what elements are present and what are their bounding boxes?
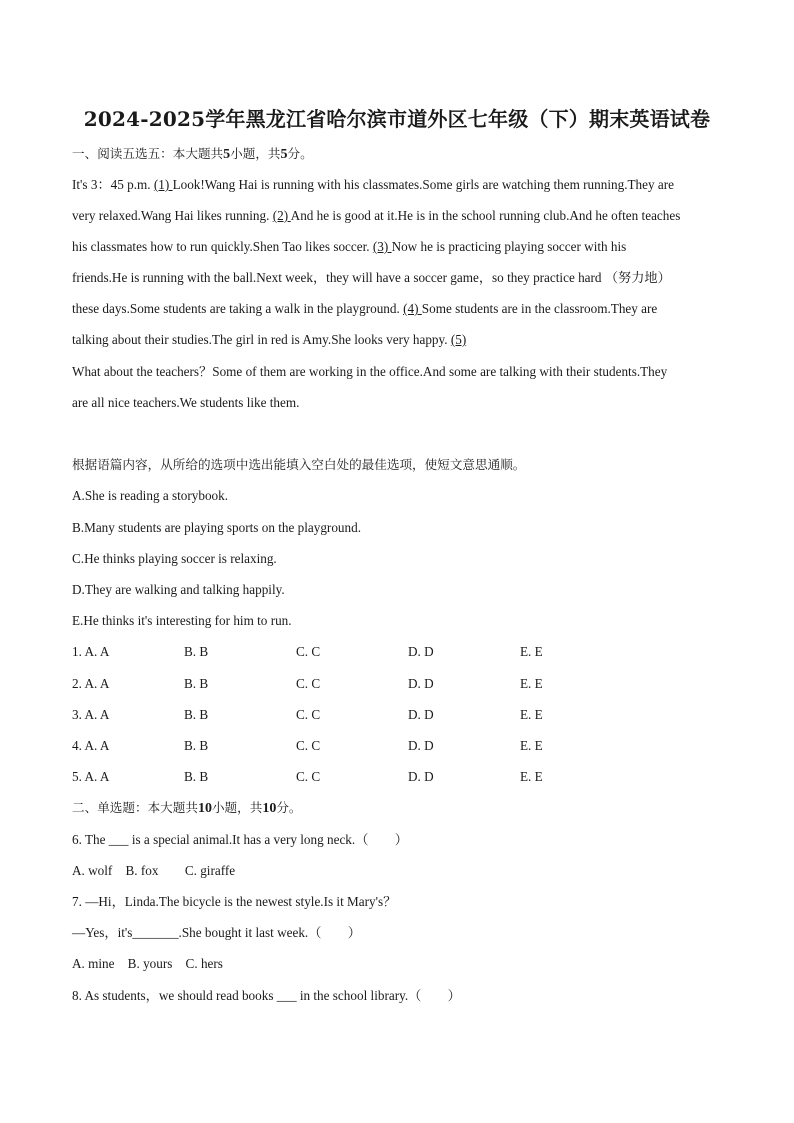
choice-e: E.He thinks it's interesting for him to run. [72, 613, 292, 628]
question-3-option-c[interactable]: C. C [296, 707, 321, 722]
choice-c: C.He thinks playing soccer is relaxing. [72, 551, 277, 566]
section1-heading-text: 一、阅读五选五：本大题共 [72, 146, 224, 161]
section1-heading-text-2: 小题，共 [230, 146, 281, 161]
passage-line-4 [72, 269, 671, 287]
question-2-option-d[interactable]: D. D [408, 676, 434, 691]
question-4-option-b[interactable]: B. B [184, 738, 209, 753]
choice-a: A.She is reading a storybook. [72, 488, 229, 503]
question-4-option-d[interactable]: D. D [408, 738, 434, 753]
question-3-option-d[interactable]: D. D [408, 707, 434, 722]
question-5-option-e[interactable]: E. E [520, 769, 543, 784]
passage-text: And he is good at it.He is in the school running club.And he often teaches [290, 208, 681, 223]
passage-text: What about the teachers？Some of them are working in the office.And some are talking with their students.They [72, 364, 668, 379]
passage-text: these days.Some students are taking a walk in the playground. [72, 301, 404, 316]
question-1-option-b[interactable]: B. B [184, 644, 209, 659]
passage-text: talking about their studies.The girl in red is Amy.She looks very happy. [72, 332, 451, 347]
passage-text: very relaxed.Wang Hai likes running. [72, 208, 273, 223]
blank-5: (5) [450, 332, 467, 347]
section1-heading [72, 145, 313, 164]
question-7: 7. —Hi，Linda.The bicycle is the newest style.Is it Mary's？ [72, 894, 397, 909]
passage-line-2 [72, 207, 680, 225]
passage-text: his classmates how to run quickly.Shen Tao likes soccer. [72, 239, 373, 254]
section2-question-count: 10 [197, 801, 212, 816]
section2-heading-text-3: 分。 [276, 800, 302, 815]
question-1-option-d[interactable]: D. D [408, 644, 434, 659]
passage-line-6 [72, 331, 466, 349]
passage-text: are all nice teachers.We students like them. [72, 395, 300, 410]
choice-b: B.Many students are playing sports on the playground. [72, 520, 361, 535]
choice-d: D.They are walking and talking happily. [72, 582, 285, 597]
exam-title: 2024-2025学年黑龙江省哈尔滨市道外区七年级（下）期末英语试卷 [83, 107, 711, 131]
question-2-option-b[interactable]: B. B [184, 676, 209, 691]
passage-line-3 [72, 238, 626, 256]
question-2-option-a[interactable]: 2. A. A [72, 676, 110, 691]
question-5-option-c[interactable]: C. C [296, 769, 321, 784]
blank-3: (3) [372, 239, 392, 254]
section1-heading-text-3: 分。 [287, 146, 313, 161]
question-6: 6. The ___ is a special animal.It has a very long neck.（ ） [72, 832, 408, 847]
question-5-option-d[interactable]: D. D [408, 769, 434, 784]
section2-heading-text: 二、单选题：本大题共 [72, 800, 198, 815]
passage-text: friends.He is running with the ball.Next week，they will have a soccer game，so they practice hard （努力地） [72, 270, 671, 285]
passage-text: Look!Wang Hai is running with his classmates.Some girls are watching them running.They are [172, 177, 674, 192]
question-2-option-e[interactable]: E. E [520, 676, 543, 691]
section2-heading-text-2: 小题，共 [211, 800, 263, 815]
section2-points: 10 [262, 801, 277, 816]
question-5-option-b[interactable]: B. B [184, 769, 209, 784]
passage-line-8 [72, 394, 299, 412]
question-4-option-a[interactable]: 4. A. A [72, 738, 110, 753]
blank-1: (1) [153, 177, 173, 192]
question-8: 8. As students，we should read books ___ in the school library.（ ） [72, 988, 461, 1003]
question-6-options[interactable]: A. wolf B. fox C. giraffe [72, 863, 236, 878]
question-4-option-c[interactable]: C. C [296, 738, 321, 753]
blank-2: (2) [272, 208, 291, 223]
question-7-line-2: —Yes，it's_______.She bought it last week.（ ） [72, 925, 361, 940]
question-2-option-c[interactable]: C. C [296, 676, 321, 691]
question-5-option-a[interactable]: 5. A. A [72, 769, 110, 784]
passage-text: Some students are in the classroom.They are [421, 301, 658, 316]
question-3-option-b[interactable]: B. B [184, 707, 209, 722]
section1-question-count: 5 [223, 147, 231, 162]
question-1-option-a[interactable]: 1. A. A [72, 644, 110, 659]
question-3-option-e[interactable]: E. E [520, 707, 543, 722]
passage-line-5 [72, 300, 657, 318]
question-7-options[interactable]: A. mine B. yours C. hers [72, 956, 223, 971]
section2-heading [72, 799, 302, 818]
passage-text: It's 3：45 p.m. [72, 177, 154, 192]
passage-line-7 [72, 363, 667, 381]
passage-text: Now he is practicing playing soccer with his [391, 239, 627, 254]
question-1-option-c[interactable]: C. C [296, 644, 321, 659]
question-4-option-e[interactable]: E. E [520, 738, 543, 753]
question-3-option-a[interactable]: 3. A. A [72, 707, 110, 722]
question-1-option-e[interactable]: E. E [520, 644, 543, 659]
section1-points: 5 [280, 147, 288, 162]
blank-4: (4) [403, 301, 422, 316]
instruction: 根据语篇内容，从所给的选项中选出能填入空白处的最佳选项，使短文意思通顺。 [72, 457, 526, 472]
passage-line-1 [72, 176, 674, 194]
